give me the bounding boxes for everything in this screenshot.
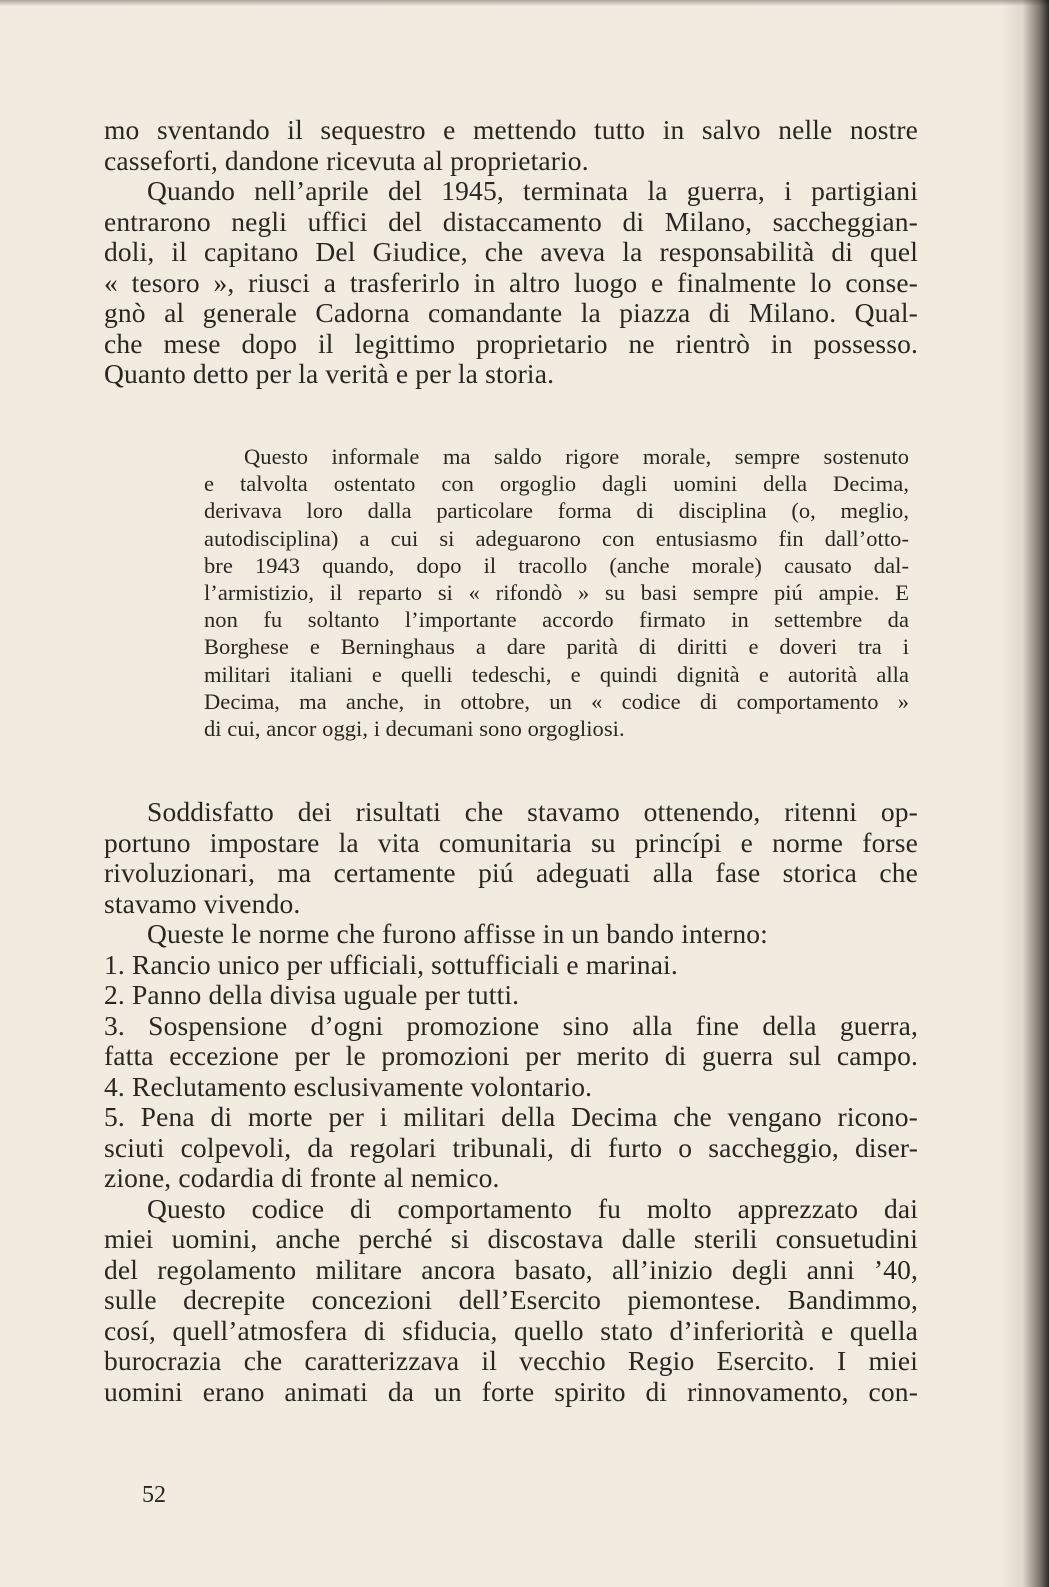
list-item: 4. Reclutamento esclusivamente volontario. [104,1070,593,1102]
text-line: rivoluzionari, ma certamente piú adeguati alla fase storica che [104,857,918,888]
quote-line: bre 1943 quando, dopo il tracollo (anche morale) causato dal- [204,552,909,578]
text-line: casseforti, dandone ricevuta al proprietario. [104,144,589,176]
text-line: che mese dopo il legittimo proprietario ne rientrò in possesso. [104,327,918,359]
list-item: 5. Pena di morte per i militari della Decima che vengano ricono- [104,1101,918,1132]
list-item: 1. Rancio unico per ufficiali, sottufficiali e marinai. [104,948,678,980]
text-line: entrarono negli uffici del distaccamento di Milano, saccheggian- [104,205,918,237]
text-line: uomini erano animati da un forte spirito di rinnovamento, con- [104,1375,918,1407]
quote-line: derivava loro dalla particolare forma di disciplina (o, meglio, [204,498,909,524]
text-line: burocrazia che caratterizzava il vecchio Regio Esercito. I miei [104,1345,918,1376]
text-line: Soddisfatto dei risultati che stavamo ottenendo, ritenni op- [147,796,918,827]
text-line: portuno impostare la vita comunitaria su princípi e norme forse [104,826,918,858]
indented-quote [204,443,909,742]
text-line: gnò al generale Cadorna comandante la piazza di Milano. Qual- [104,297,918,328]
body-text-bottom [104,797,918,1407]
text-line: del regolamento militare ancora basato, all’inizio degli anni ’40, [104,1253,918,1285]
page-top-edge [0,0,1049,6]
list-item-continued: sciuti colpevoli, da regolari tribunali, di furto o saccheggio, diser- [104,1131,918,1163]
quote-line: Questo informale ma saldo rigore morale, sempre sostenuto [244,444,909,469]
text-line: doli, il capitano Del Giudice, che aveva la responsabilità di quel [104,236,918,267]
list-item: 2. Panno della divisa uguale per tutti. [104,979,520,1010]
quote-line: autodisciplina) a cui si adeguarono con entusiasmo fin dall’otto- [204,525,909,551]
text-line: Quanto detto per la verità e per la storia. [104,358,555,389]
text-line: Quando nell’aprile del 1945, terminata la guerra, i partigiani [147,175,918,206]
text-line: stavamo vivendo. [104,887,301,919]
list-item: 3. Sospensione d’ogni promozione sino alla fine della guerra, [104,1009,918,1041]
text-line: mo sventando il sequestro e mettendo tutto in salvo nelle nostre [104,114,918,145]
quote-line: l’armistizio, il reparto si « rifondò » su basi sempre piú ampie. E [204,579,909,605]
text-line: Queste le norme che furono affisse in un bando interno: [147,918,768,949]
quote-line: militari italiani e quelli tedeschi, e quindi dignità e autorità alla [204,661,909,687]
quote-line: non fu soltanto l’importante accordo firmato in settembre da [204,607,909,633]
text-line: cosí, quell’atmosfera di sfiducia, quello stato d’inferiorità e quella [104,1314,918,1346]
body-text-top [104,115,918,390]
quote-line: Borghese e Berninghaus a dare parità di diritti e doveri tra i [204,634,909,660]
page-number: 52 [142,1482,166,1508]
quote-line: di cui, ancor oggi, i decumani sono orgogliosi. [204,715,625,741]
list-item-continued: fatta eccezione per le promozioni per merito di guerra sul campo. [104,1040,918,1071]
text-line: miei uomini, anche perché si discostava dalle sterili consuetudini [104,1223,918,1254]
list-item-continued: zione, codardia di fronte al nemico. [104,1162,500,1193]
text-line: « tesoro », riusci a trasferirlo in altro luogo e finalmente lo conse- [104,266,918,298]
text-line: Questo codice di comportamento fu molto apprezzato dai [147,1192,918,1224]
quote-line: e talvolta ostentato con orgoglio dagli uomini della Decima, [204,471,909,497]
book-spine-shadow [1001,0,1049,1587]
quote-line: Decima, ma anche, in ottobre, un « codice di comportamento » [204,688,909,714]
text-line: sulle decrepite concezioni dell’Esercito piemontese. Bandimmo, [104,1284,918,1315]
